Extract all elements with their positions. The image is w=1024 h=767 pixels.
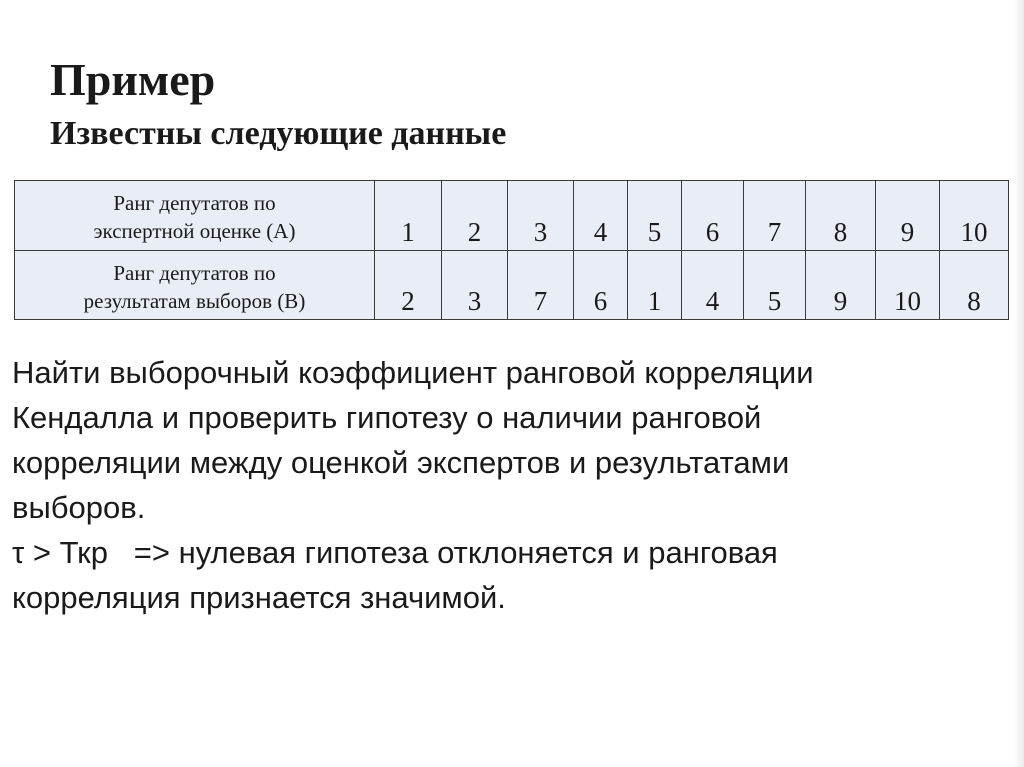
table-cell: 3 — [508, 181, 574, 251]
rank-table — [14, 180, 1009, 320]
row-label-expert-rank — [15, 181, 375, 251]
table-cell: 6 — [574, 250, 628, 320]
table-cell: 6 — [682, 181, 744, 251]
task-line: корреляция признается значимой. — [12, 580, 506, 615]
table-cell: 1 — [375, 181, 442, 251]
table-cell: 4 — [682, 250, 744, 320]
table-cell: 8 — [940, 250, 1009, 320]
table-cell: 5 — [744, 250, 806, 320]
table-cell: 2 — [442, 181, 508, 251]
table-cell: 1 — [628, 250, 682, 320]
table-cell: 3 — [442, 250, 508, 320]
slide-subtitle: Известны следующие данные — [50, 115, 507, 152]
task-text — [12, 350, 1002, 620]
row-label-line: экспертной оценке (А) — [93, 219, 296, 244]
task-line: τ > Ткр => нулевая гипотеза отклоняется и ранговая — [12, 535, 778, 570]
table-row-expert-rank — [15, 181, 1009, 251]
table-cell: 7 — [508, 250, 574, 320]
row-label-line: Ранг депутатов по — [113, 260, 276, 285]
slide-edge-shadow — [1014, 0, 1024, 767]
table-row-election-rank — [15, 250, 1009, 320]
row-label-line: результатам выборов (В) — [83, 288, 306, 313]
row-label-line: Ранг депутатов по — [113, 191, 276, 216]
table-cell: 9 — [806, 250, 876, 320]
row-label-election-rank — [15, 250, 375, 320]
task-line: выборов. — [12, 490, 146, 525]
task-line: Кендалла и проверить гипотезу о наличии ранговой — [12, 400, 762, 435]
table-cell: 7 — [744, 181, 806, 251]
slide-title: Пример — [50, 54, 216, 105]
table-cell: 9 — [876, 181, 940, 251]
table-cell: 2 — [375, 250, 442, 320]
table-cell: 4 — [574, 181, 628, 251]
table-cell: 10 — [876, 250, 940, 320]
task-line: Найти выборочный коэффициент ранговой корреляции — [12, 355, 814, 390]
table-cell: 8 — [806, 181, 876, 251]
task-line: корреляции между оценкой экспертов и результатами — [12, 445, 790, 480]
table-cell: 10 — [940, 181, 1009, 251]
table-cell: 5 — [628, 181, 682, 251]
